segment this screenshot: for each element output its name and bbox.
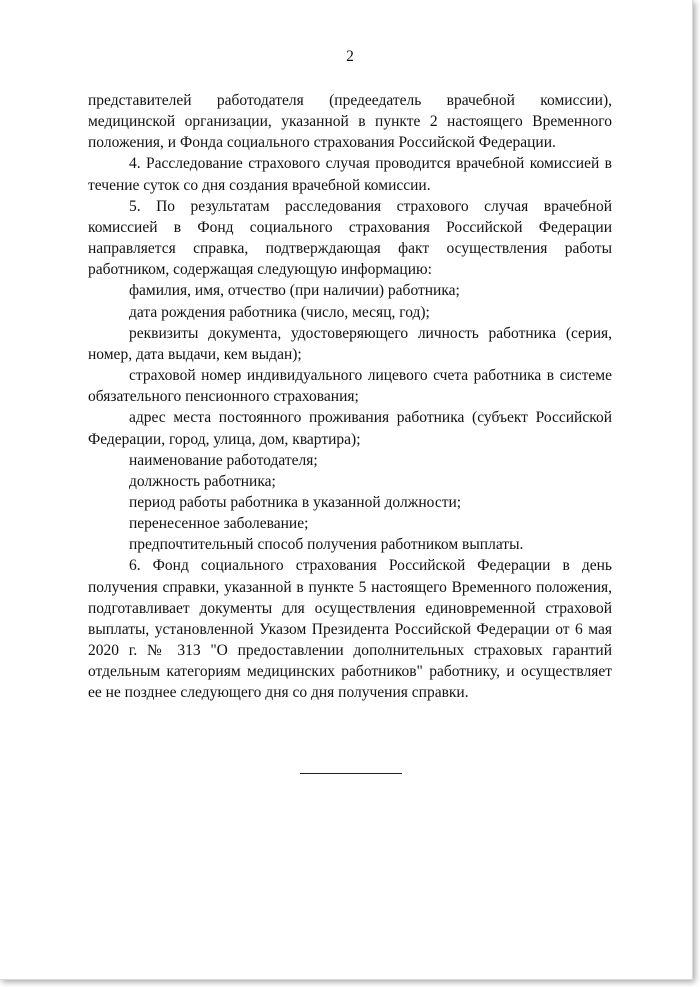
list-item-full-name: фамилия, имя, отчество (при наличии) работника; [129, 282, 460, 300]
document-body [88, 90, 612, 704]
list-item-id-document: реквизиты документа, удостоверяющего личность работника (серия, номер, дата выдачи, кем выдан); [88, 324, 612, 363]
page-number: 2 [346, 48, 354, 65]
list-item-birth-date: дата рождения работника (число, месяц, год); [129, 303, 430, 321]
end-separator-line [300, 773, 402, 774]
paragraph-item-4: 4. Расследование страхового случая проводится врачебной комиссией в течение суток со дня создания врачебной комиссии. [88, 155, 612, 194]
paragraph-representatives: представителей работодателя (предеедатель врачебной комиссии), медицинской организации, указанной в пункте 2 настоящего Временного положения, и Фонда социального страхования Российской Федерации. [88, 92, 612, 152]
paragraph-item-6: 6. Фонд социального страхования Российской Федерации в день получения справки, указанной в пункте 5 настоящего Временного положения, подготавливает документы для осуществления единовременной страховой выплаты, установленной Указом Президента Российской Федерации от 6 мая 2020 г. № 313 "О предоставлении дополнительных страховых гарантий отдельным категориям медицинских работников" работнику, и осуществляет ее не позднее следующего дня со дня получения справки. [88, 557, 612, 702]
list-item-employer-name: наименование работодателя; [129, 451, 318, 469]
list-item-position: должность работника; [129, 472, 276, 490]
list-item-address: адрес места постоянного проживания работника (субъект Российской Федерации, город, улица, дом, квартира); [88, 409, 612, 448]
list-item-payment-method: предпочтительный способ получения работником выплаты. [129, 536, 524, 554]
list-item-work-period: период работы работника в указанной должности; [129, 493, 462, 511]
paragraph-item-5: 5. По результатам расследования страхового случая врачебной комиссией в Фонд социального страхования Российской Федерации направляется справка, подтверждающая факт осуществления работы работником, содержащая следующую информацию: [88, 197, 612, 279]
list-item-insurance-number: страховой номер индивидуального лицевого счета работника в системе обязательного пенсионного страхования; [88, 367, 612, 406]
list-item-disease: перенесенное заболевание; [129, 515, 309, 533]
